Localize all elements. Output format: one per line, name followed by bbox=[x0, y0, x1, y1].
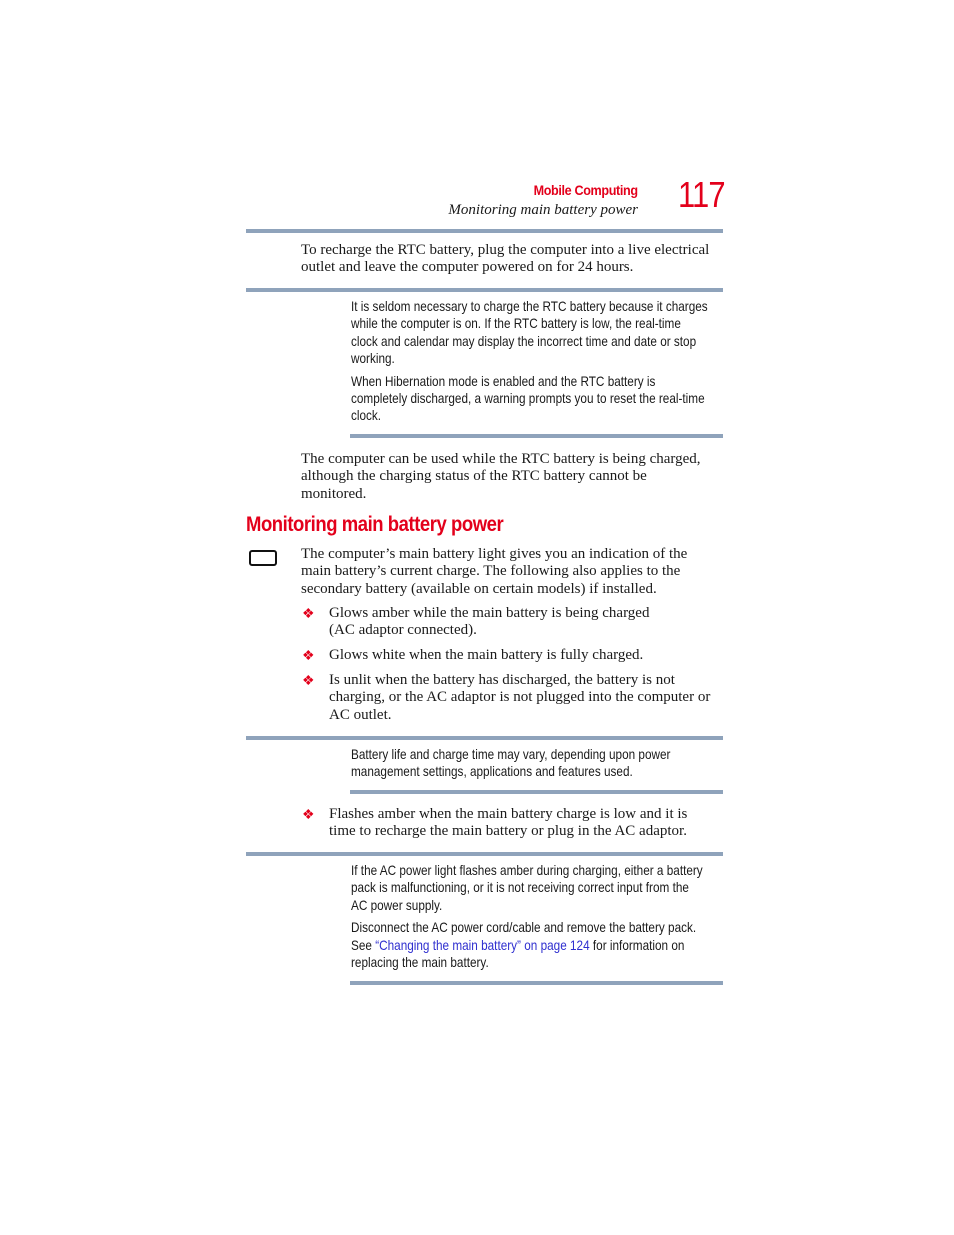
note-bottom-rule bbox=[350, 434, 723, 438]
note-line: clock. bbox=[351, 407, 382, 424]
paragraph-line: The computer’s main battery light gives you an indication of the bbox=[301, 546, 688, 562]
note-line: AC power supply. bbox=[351, 896, 443, 913]
note-bottom-rule bbox=[350, 981, 723, 985]
chapter-title: Mobile Computing bbox=[533, 182, 638, 198]
list-item-line: AC outlet. bbox=[329, 706, 392, 723]
list-item bbox=[329, 806, 687, 841]
note-line: Disconnect the AC power cord/cable and remove the battery pack. bbox=[351, 919, 697, 936]
list-item-line: Glows amber while the main battery is being charged bbox=[329, 605, 650, 621]
paragraph-line: The computer can be used while the RTC battery is being charged, bbox=[301, 451, 701, 467]
header-rule bbox=[246, 229, 723, 233]
battery-light-paragraph bbox=[301, 546, 687, 598]
note-line: Battery life and charge time may vary, depending upon power bbox=[351, 746, 671, 762]
rtc-use-paragraph bbox=[301, 451, 701, 503]
note-bottom-rule bbox=[350, 790, 723, 794]
paragraph-line: To recharge the RTC battery, plug the computer into a live electrical bbox=[301, 242, 710, 258]
note-line: working. bbox=[351, 349, 395, 366]
note-line: If the AC power light flashes amber during charging, either a battery bbox=[351, 862, 703, 878]
note-line: management settings, applications and features used. bbox=[351, 763, 633, 780]
paragraph-line: main battery’s current charge. The following also applies to the bbox=[301, 563, 681, 580]
bullet-icon: ❖ bbox=[302, 808, 315, 823]
see-suffix: for information on bbox=[589, 936, 685, 953]
note-battery-life bbox=[351, 746, 721, 781]
see-prefix: See bbox=[351, 936, 376, 953]
running-section-title: Monitoring main battery power bbox=[448, 202, 638, 218]
note-line: clock and calendar may display the incorrect time and date or stop bbox=[351, 332, 697, 349]
rtc-recharge-paragraph bbox=[301, 242, 709, 277]
note-rtc-charging bbox=[351, 298, 721, 425]
note-line: replacing the main battery. bbox=[351, 953, 489, 970]
battery-icon bbox=[249, 550, 277, 566]
note-top-rule bbox=[246, 852, 723, 856]
note-line: pack is malfunctioning, or it is not receiving correct input from the bbox=[351, 879, 689, 896]
note-top-rule bbox=[246, 288, 723, 292]
note-top-rule bbox=[246, 736, 723, 740]
note-line bbox=[351, 937, 721, 954]
list-item-line: charging, or the AC adaptor is not plugged into the computer or bbox=[329, 689, 711, 706]
bullet-icon: ❖ bbox=[302, 649, 315, 664]
list-item-line: time to recharge the main battery or plug in the AC adaptor. bbox=[329, 823, 687, 840]
note-line: completely discharged, a warning prompts you to reset the real-time bbox=[351, 389, 705, 406]
list-item-line: Flashes amber when the main battery charge is low and it is bbox=[329, 806, 688, 822]
note-line: When Hibernation mode is enabled and the RTC battery is bbox=[351, 372, 656, 389]
list-item-line: (AC adaptor connected). bbox=[329, 622, 477, 639]
bullet-icon: ❖ bbox=[302, 607, 315, 622]
paragraph-line: outlet and leave the computer powered on for 24 hours. bbox=[301, 259, 634, 276]
note-line: while the computer is on. If the RTC battery is low, the real-time bbox=[351, 315, 681, 332]
list-item-line: Is unlit when the battery has discharged, the battery is not bbox=[329, 672, 675, 688]
paragraph-line: monitored. bbox=[301, 485, 367, 502]
list-item-line: Glows white when the main battery is fully charged. bbox=[329, 647, 644, 663]
bullet-icon: ❖ bbox=[302, 674, 315, 689]
section-heading: Monitoring main battery power bbox=[246, 513, 504, 536]
paragraph-line: although the charging status of the RTC battery cannot be bbox=[301, 468, 647, 485]
note-line: It is seldom necessary to charge the RTC battery because it charges bbox=[351, 298, 708, 314]
page-number: 117 bbox=[678, 174, 725, 215]
note-ac-power-light bbox=[351, 862, 721, 971]
list-item bbox=[329, 672, 710, 724]
list-item bbox=[329, 647, 643, 664]
list-item bbox=[329, 605, 649, 640]
changing-battery-link[interactable]: “Changing the main battery” on page 124 bbox=[375, 936, 590, 953]
paragraph-line: secondary battery (available on certain models) if installed. bbox=[301, 580, 657, 597]
